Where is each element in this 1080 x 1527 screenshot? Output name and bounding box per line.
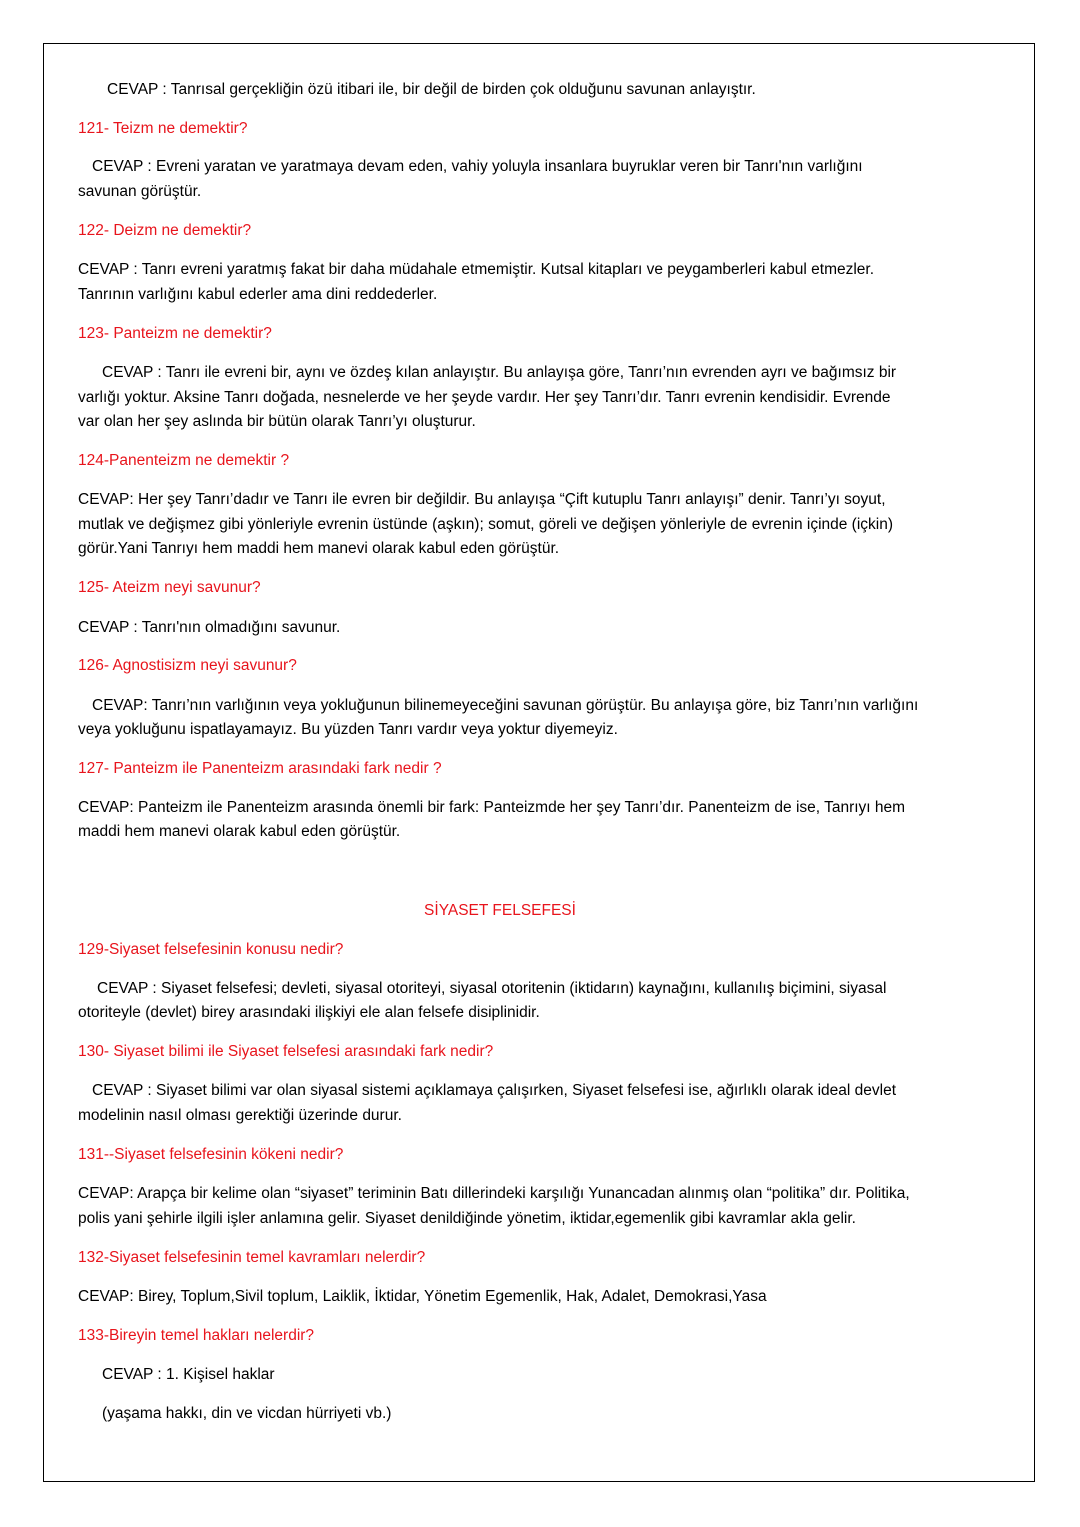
answer-text: CEVAP : Siyaset bilimi var olan siyasal sistemi açıklamaya çalışırken, Siyaset felsefesi ise, ağırlıklı olarak ideal devlet	[92, 1082, 897, 1099]
question-127: 127- Panteizm ile Panenteizm arasındaki fark nedir ?	[78, 760, 442, 777]
question-124: 124-Panenteizm ne demektir ?	[78, 452, 290, 469]
answer-text: CEVAP : Tanrı evreni yaratmış fakat bir daha müdahale etmemiştir. Kutsal kitapları ve peygamberleri kabul etmezler.	[78, 261, 875, 278]
section-title: SİYASET FELSEFESİ	[424, 902, 576, 919]
answer-text: CEVAP: Birey, Toplum,Sivil toplum, Laiklik, İktidar, Yönetim Egemenlik, Hak, Adalet, Demokrasi,Yasa	[78, 1288, 767, 1305]
answer-text: savunan görüştür.	[78, 183, 202, 200]
answer-text: maddi hem manevi olarak kabul eden görüştür.	[78, 823, 401, 840]
answer-text: veya yokluğunu ispatlayamayız. Bu yüzden Tanrı vardır veya yoktur diyemeyiz.	[78, 721, 618, 738]
question-121: 121- Teizm ne demektir?	[78, 120, 248, 137]
answer-text: CEVAP : Tanrısal gerçekliğin özü itibari ile, bir değil de birden çok olduğunu savunan anlayıştır.	[107, 81, 756, 98]
answer-text: CEVAP : 1. Kişisel haklar	[102, 1366, 275, 1383]
answer-text: varlığı yoktur. Aksine Tanrı doğada, nesnelerde ve her şeyde vardır. Her şey Tanrı’dır. Tanrı evrenin kendisidir. Evrende	[78, 389, 891, 406]
question-122: 122- Deizm ne demektir?	[78, 222, 252, 239]
answer-text: CEVAP : Siyaset felsefesi; devleti, siyasal otoriteyi, siyasal otoritenin (iktidarın) kaynağını, kullanılış biçimini, siyasal	[97, 980, 887, 997]
answer-text: CEVAP: Tanrı’nın varlığının veya yokluğunun bilinemeyeceğini savunan görüştür. Bu anlayışa göre, biz Tanrı’nın varlığını	[92, 697, 919, 714]
answer-text: görür.Yani Tanrıyı hem maddi hem manevi olarak kabul eden görüştür.	[78, 540, 560, 557]
answer-text: otoriteyle (devlet) birey arasındaki ilişkiyi ele alan felsefe disiplinidir.	[78, 1004, 540, 1021]
question-129: 129-Siyaset felsefesinin konusu nedir?	[78, 941, 344, 958]
question-126: 126- Agnostisizm neyi savunur?	[78, 657, 297, 674]
answer-text: Tanrının varlığını kabul ederler ama dini reddederler.	[78, 286, 438, 303]
answer-text: CEVAP : Evreni yaratan ve yaratmaya devam eden, vahiy yoluyla insanlara buyruklar veren bir Tanrı'nın varlığını	[92, 158, 863, 175]
question-130: 130- Siyaset bilimi ile Siyaset felsefesi arasındaki fark nedir?	[78, 1043, 494, 1060]
answer-text: CEVAP : Tanrı'nın olmadığını savunur.	[78, 619, 341, 636]
answer-text: mutlak ve değişmez gibi yönleriyle evrenin üstünde (aşkın); somut, göreli ve değişen yönleriyle de evrenin içinde (içkin)	[78, 516, 894, 533]
answer-text: modelinin nasıl olması gerektiği üzerinde durur.	[78, 1107, 402, 1124]
answer-text: CEVAP: Her şey Tanrı’dadır ve Tanrı ile evren bir değildir. Bu anlayışa “Çift kutuplu Tanrı anlayışı” denir. Tanrı’yı soyut,	[78, 491, 886, 508]
question-123: 123- Panteizm ne demektir?	[78, 325, 272, 342]
answer-text: polis yani şehirle ilgili işler anlamına gelir. Siyaset denildiğinde yönetim, iktidar,egemenlik gibi kavramlar akla gelir.	[78, 1210, 856, 1227]
answer-text: CEVAP: Arapça bir kelime olan “siyaset” teriminin Batı dillerindeki karşılığı Yunancadan alınmış olan “politika” dır. Politika,	[78, 1185, 910, 1202]
answer-text: var olan her şey aslında bir bütün olarak Tanrı’yı oluşturur.	[78, 413, 476, 430]
answer-text: CEVAP: Panteizm ile Panenteizm arasında önemli bir fark: Panteizmde her şey Tanrı’dır. Panenteizm de ise, Tanrıyı hem	[78, 799, 906, 816]
question-132: 132-Siyaset felsefesinin temel kavramları nelerdir?	[78, 1249, 426, 1266]
question-131: 131--Siyaset felsefesinin kökeni nedir?	[78, 1146, 344, 1163]
question-125: 125- Ateizm neyi savunur?	[78, 579, 261, 596]
question-133: 133-Bireyin temel hakları nelerdir?	[78, 1327, 315, 1344]
answer-text: (yaşama hakkı, din ve vicdan hürriyeti vb.)	[102, 1405, 392, 1422]
answer-text: CEVAP : Tanrı ile evreni bir, aynı ve özdeş kılan anlayıştır. Bu anlayışa göre, Tanrı’nın evrenden ayrı ve bağımsız bir	[102, 364, 897, 381]
